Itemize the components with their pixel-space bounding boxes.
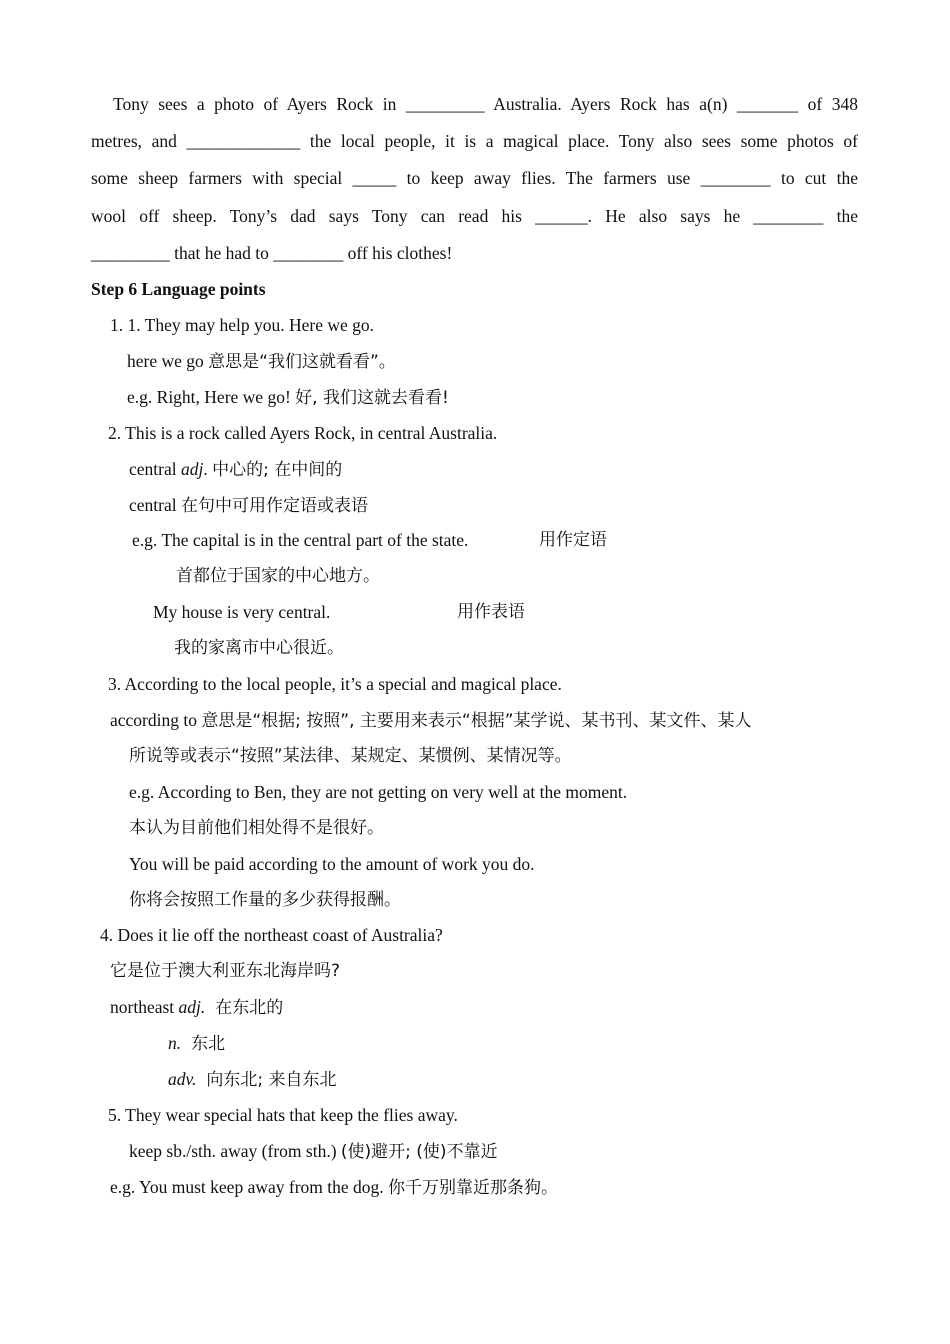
example-cn: 你千万别靠近那条狗。 xyxy=(388,1178,559,1198)
part-of-speech: adv. xyxy=(168,1069,197,1089)
point-4-heading: 4. Does it lie off the northeast coast of Australia? xyxy=(100,925,443,945)
point-2-example-1-cn: 首都位于国家的中心地方。 xyxy=(176,566,380,586)
point-1-example xyxy=(127,386,449,409)
passage-line-3: some sheep farmers with special _____ to keep away flies. The farmers use ________ to cut the xyxy=(91,168,858,188)
point-5-phrase xyxy=(129,1140,498,1163)
meaning-cn: 东北 xyxy=(191,1034,226,1054)
passage-line-2: metres, and _____________ the local people, it is a magical place. Tony also sees some photos of xyxy=(91,131,858,151)
point-3-example-1-cn: 本认为目前他们相处得不是很好。 xyxy=(129,818,384,838)
part-of-speech: n. xyxy=(168,1033,182,1053)
part-of-speech: adj xyxy=(180,459,204,479)
phrase-en: keep sb./sth. away (from sth.) xyxy=(129,1141,341,1161)
point-5-heading: 5. They wear special hats that keep the flies away. xyxy=(108,1105,458,1125)
point-3-heading: 3. According to the local people, it’s a special and magical place. xyxy=(108,674,562,694)
point-3-example-2: You will be paid according to the amount of work you do. xyxy=(129,854,535,874)
passage-line-1: Tony sees a photo of Ayers Rock in _________ Australia. Ayers Rock has a(n) _______ of 348 xyxy=(113,94,858,114)
word: central xyxy=(129,459,181,479)
point-4-noun xyxy=(168,1032,225,1055)
usage-cn: 在句中可用作定语或表语 xyxy=(180,496,368,516)
point-2-usage xyxy=(129,494,368,517)
point-1-explanation xyxy=(127,350,396,373)
point-2-definition xyxy=(129,458,342,481)
meaning-cn: 向东北; 来自东北 xyxy=(206,1070,337,1090)
example-cn: 好, 我们这就去看看! xyxy=(295,388,449,408)
point-3-explanation-2: 所说等或表示“按照”某法律、某规定、某惯例、某情况等。 xyxy=(129,746,572,766)
example-en: e.g. Right, Here we go! xyxy=(127,387,296,407)
meaning-cn: 在东北的 xyxy=(215,998,284,1018)
phrase-cn: (使)避开; (使)不靠近 xyxy=(340,1142,498,1162)
phrase-en: here we go xyxy=(127,351,209,371)
point-5-example xyxy=(110,1176,558,1199)
meaning-cn: 中心的; 在中间的 xyxy=(212,460,343,480)
point-2-example-1: e.g. The capital is in the central part of the state. xyxy=(132,530,469,550)
section-heading: Step 6 Language points xyxy=(91,279,266,299)
pos-dot: . xyxy=(203,459,213,479)
word: northeast xyxy=(110,997,179,1017)
phrase-en: according to xyxy=(110,710,202,730)
point-4-adv xyxy=(168,1068,336,1091)
point-3-example-2-cn: 你将会按照工作量的多少获得报酬。 xyxy=(129,890,401,910)
point-2-heading: 2. This is a rock called Ayers Rock, in central Australia. xyxy=(108,423,498,443)
point-2-example-1-tag: 用作定语 xyxy=(539,530,607,550)
passage-line-5: _________ that he had to ________ off his clothes! xyxy=(91,243,453,263)
point-3-example-1: e.g. According to Ben, they are not getting on very well at the moment. xyxy=(129,782,628,802)
point-2-example-2-tag: 用作表语 xyxy=(457,602,525,622)
passage-line-4: wool off sheep. Tony’s dad says Tony can read his ______. He also says he ________ the xyxy=(91,206,858,226)
usage-en: central xyxy=(129,495,181,515)
part-of-speech: adj. xyxy=(178,997,206,1017)
explanation-cn: 意思是“我们这就看看”。 xyxy=(208,352,396,372)
example-en: e.g. You must keep away from the dog. xyxy=(110,1177,389,1197)
point-4-translation: 它是位于澳大利亚东北海岸吗? xyxy=(110,961,341,981)
point-2-example-2: My house is very central. xyxy=(153,602,331,622)
point-3-explanation-1 xyxy=(110,709,752,732)
point-4-adj xyxy=(110,996,283,1019)
point-1-heading: 1. 1. They may help you. Here we go. xyxy=(110,315,375,335)
point-2-example-2-cn: 我的家离市中心很近。 xyxy=(174,638,344,658)
explanation-cn: 意思是“根据; 按照”, 主要用来表示“根据”某学说、某书刊、某文件、某人 xyxy=(201,711,752,731)
